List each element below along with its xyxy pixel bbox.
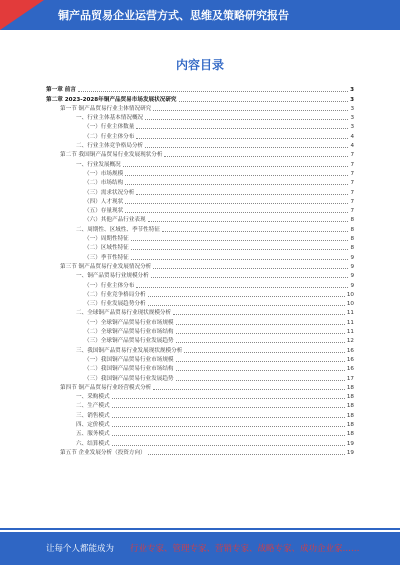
toc-entry-title: （二）行业竞争格局分析 [84, 291, 146, 298]
toc-entry[interactable] [46, 215, 354, 224]
toc-entry-title: （二）全球铜产品贸易行业市场结构 [84, 329, 174, 336]
toc-leader-dots [131, 259, 349, 260]
toc-page-number: 3 [350, 87, 354, 94]
toc-entry-title: 二、全球铜产品贸易行业现状规模分析 [76, 310, 172, 317]
toc-entry[interactable] [46, 383, 354, 392]
toc-page-number: 18 [346, 412, 354, 419]
toc-entry-title: （二）市场结构 [84, 180, 124, 187]
toc-entry-title: 一、行业发展概况 [76, 161, 121, 168]
toc-page-number: 10 [346, 301, 354, 308]
toc-entry-title: 三、我国铜产品贸易行业发展现状规模分析 [76, 347, 183, 354]
toc-entry[interactable] [46, 252, 354, 261]
toc-entry[interactable] [46, 355, 354, 364]
toc-entry-title: 五、服务模式 [76, 431, 110, 438]
toc-leader-dots [136, 194, 348, 195]
footer-divider [0, 528, 400, 530]
toc-page-number: 19 [346, 449, 354, 456]
toc-entry-title: （一）周期性特征 [84, 236, 129, 243]
toc-entry-title: （二）区域性特征 [84, 245, 129, 252]
toc-page-number: 9 [350, 273, 354, 280]
toc-entry-title: 四、定价模式 [76, 421, 110, 428]
toc-entry-title: （二）行业主体分布 [84, 133, 135, 140]
toc-entry-title: （四）人才现状 [84, 198, 124, 205]
toc-leader-dots [125, 212, 348, 213]
toc-entry[interactable] [46, 327, 354, 336]
toc-page-number: 4 [350, 133, 354, 140]
toc-entry[interactable] [46, 104, 354, 113]
toc-entry-title: 第二章 2023-2028年铜产品贸易市场发展状况研究 [46, 96, 177, 103]
toc-entry[interactable] [46, 373, 354, 382]
toc-entry[interactable] [46, 169, 354, 178]
toc-page-number: 3 [350, 115, 354, 122]
toc-page-number: 4 [350, 143, 354, 150]
toc-entry-title: 一、铜产品贸易行业规模分析 [76, 273, 149, 280]
toc-leader-dots [136, 287, 348, 288]
toc-entry-title: 第三节 铜产品贸易行业发展情况分析 [60, 263, 152, 270]
toc-leader-dots [151, 277, 349, 278]
toc-leader-dots [176, 361, 345, 362]
toc-entry[interactable] [46, 141, 354, 150]
toc-entry-title: 第一章 前言 [46, 87, 76, 94]
toc-entry[interactable] [46, 206, 354, 215]
toc-entry[interactable] [46, 438, 354, 447]
toc-leader-dots [148, 305, 345, 306]
toc-page-number: 3 [350, 105, 354, 112]
toc-page-number: 16 [346, 366, 354, 373]
toc-entry[interactable] [46, 290, 354, 299]
toc-leader-dots [112, 445, 345, 446]
toc-leader-dots [176, 324, 345, 325]
toc-entry[interactable] [46, 345, 354, 354]
toc-entry-title: （三）我国铜产品贸易行业发展趋势 [84, 375, 174, 382]
toc-entry-title: 二、周期性、区域性、季节性特征 [76, 226, 160, 233]
toc-entry-title: （三）全球铜产品贸易行业发展趋势 [84, 338, 174, 345]
toc-leader-dots [78, 91, 348, 92]
toc-page-number: 7 [350, 198, 354, 205]
toc-page-number: 7 [350, 170, 354, 177]
toc-entry[interactable] [46, 224, 354, 233]
toc-entry[interactable] [46, 187, 354, 196]
toc-entry-title: （三）季节性特征 [84, 254, 129, 261]
toc-leader-dots [145, 119, 348, 120]
toc-leader-dots [112, 398, 345, 399]
toc-entry-title: 第二节 我国铜产品贸易行业发展现状分析 [60, 152, 163, 159]
footer-slogan: 让每个人都能成为 [46, 544, 115, 554]
toc-leader-dots [125, 175, 348, 176]
toc-leader-dots [164, 156, 348, 157]
toc-page-number: 8 [350, 217, 354, 224]
toc-entry-title: 六、结算模式 [76, 440, 110, 447]
toc-page-number: 11 [346, 310, 354, 317]
toc-entry-title: （三）需求状况分析 [84, 189, 135, 196]
toc-entry[interactable] [46, 197, 354, 206]
toc-entry-title: （一）行业主体数量 [84, 124, 135, 131]
toc-leader-dots [176, 380, 345, 381]
toc-entry-title: （六）其他产品行业表现 [84, 217, 146, 224]
toc-entry[interactable] [46, 364, 354, 373]
toc-page-number: 17 [346, 375, 354, 382]
toc-page-number: 7 [350, 180, 354, 187]
toc-entry-title: 第五节 企业发展分析（投资方向） [60, 449, 146, 456]
toc-page-number: 18 [346, 384, 354, 391]
toc-page-number: 3 [350, 96, 354, 103]
toc-page-number: 3 [350, 124, 354, 131]
toc-entry-title: 第四节 铜产品贸易行业经营模式分析 [60, 384, 152, 391]
toc-leader-dots [131, 249, 349, 250]
toc-entry[interactable] [46, 94, 354, 103]
toc-leader-dots [112, 426, 345, 427]
toc-page-number: 11 [346, 329, 354, 336]
toc-leader-dots [148, 221, 349, 222]
toc-page-number: 7 [350, 189, 354, 196]
toc-page-number: 12 [346, 338, 354, 345]
toc-entry[interactable] [46, 308, 354, 317]
toc-leader-dots [153, 110, 348, 111]
toc-leader-dots [125, 184, 348, 185]
toc-page-number: 8 [350, 226, 354, 233]
toc-leader-dots [176, 342, 345, 343]
toc-entry[interactable] [46, 178, 354, 187]
toc-leader-dots [145, 147, 348, 148]
footer-slogan-highlight: 行业专家、管理专家、营销专家、战略专家、成功企业家…… [130, 544, 360, 554]
toc-entry[interactable] [46, 429, 354, 438]
toc-page-number: 10 [346, 291, 354, 298]
toc-entry[interactable] [46, 410, 354, 419]
toc-page-number: 18 [346, 394, 354, 401]
toc-page-number: 11 [346, 319, 354, 326]
header-decoration [0, 0, 44, 30]
toc-entry[interactable] [46, 401, 354, 410]
toc-entry[interactable] [46, 131, 354, 140]
toc-page-number: 16 [346, 356, 354, 363]
toc-title: 内容目录 [175, 58, 224, 72]
toc-leader-dots [179, 101, 349, 102]
toc-entry-title: 一、采购模式 [76, 394, 110, 401]
toc-entry[interactable] [46, 159, 354, 168]
toc-entry-title: （三）行业发展趋势分析 [84, 301, 146, 308]
toc-entry-title: （二）我国铜产品贸易行业市场结构 [84, 366, 174, 373]
toc-entry[interactable] [46, 336, 354, 345]
toc-page-number: 7 [350, 152, 354, 159]
toc-leader-dots [148, 454, 345, 455]
toc-entry[interactable] [46, 262, 354, 271]
toc-entry-title: 二、行业主体竞争格局分析 [76, 143, 144, 150]
toc-page-number: 8 [350, 245, 354, 252]
report-title: 铜产品贸易企业运营方式、思维及策略研究报告 [58, 9, 289, 22]
toc-entry[interactable] [46, 420, 354, 429]
toc-entry[interactable] [46, 280, 354, 289]
toc-entry[interactable] [46, 448, 354, 457]
toc-entry[interactable] [46, 234, 354, 243]
toc-page-number: 9 [350, 263, 354, 270]
toc-page-number: 7 [350, 161, 354, 168]
toc-leader-dots [136, 128, 348, 129]
toc-entry[interactable] [46, 243, 354, 252]
toc-page-number: 9 [350, 282, 354, 289]
toc-leader-dots [131, 240, 349, 241]
toc-page-number: 18 [346, 421, 354, 428]
toc-leader-dots [153, 389, 345, 390]
toc-page-number: 18 [346, 403, 354, 410]
toc-leader-dots [148, 296, 345, 297]
toc-page-number: 19 [346, 440, 354, 447]
toc-leader-dots [125, 203, 348, 204]
toc-leader-dots [176, 370, 345, 371]
toc-entry[interactable] [46, 85, 354, 94]
toc-leader-dots [123, 166, 349, 167]
toc-leader-dots [112, 417, 345, 418]
table-of-contents [46, 85, 354, 457]
toc-page-number: 7 [350, 208, 354, 215]
toc-page-number: 18 [346, 431, 354, 438]
toc-entry-title: 二、生产模式 [76, 403, 110, 410]
toc-entry-title: 三、销售模式 [76, 412, 110, 419]
toc-leader-dots [162, 231, 349, 232]
toc-entry-title: （一）全球铜产品贸易行业市场规模 [84, 319, 174, 326]
toc-entry[interactable] [46, 392, 354, 401]
toc-leader-dots [136, 138, 348, 139]
toc-entry[interactable] [46, 299, 354, 308]
toc-entry[interactable] [46, 317, 354, 326]
toc-entry[interactable] [46, 150, 354, 159]
toc-leader-dots [184, 352, 345, 353]
toc-page-number: 9 [350, 254, 354, 261]
toc-entry-title: （一）市场规模 [84, 170, 124, 177]
toc-leader-dots [112, 407, 345, 408]
toc-leader-dots [176, 333, 345, 334]
toc-leader-dots [173, 314, 345, 315]
toc-entry-title: （一）我国铜产品贸易行业市场规模 [84, 356, 174, 363]
toc-entry-title: 第一节 铜产品贸易行业主体情况研究 [60, 105, 152, 112]
toc-entry[interactable] [46, 113, 354, 122]
toc-entry[interactable] [46, 271, 354, 280]
toc-entry[interactable] [46, 122, 354, 131]
toc-page-number: 16 [346, 347, 354, 354]
toc-entry-title: （一）行业主体分布 [84, 282, 135, 289]
toc-leader-dots [153, 268, 348, 269]
toc-page-number: 8 [350, 236, 354, 243]
toc-leader-dots [112, 435, 345, 436]
toc-entry-title: （五）存量现状 [84, 208, 124, 215]
toc-entry-title: 一、行业主体基本情况概况 [76, 115, 144, 122]
